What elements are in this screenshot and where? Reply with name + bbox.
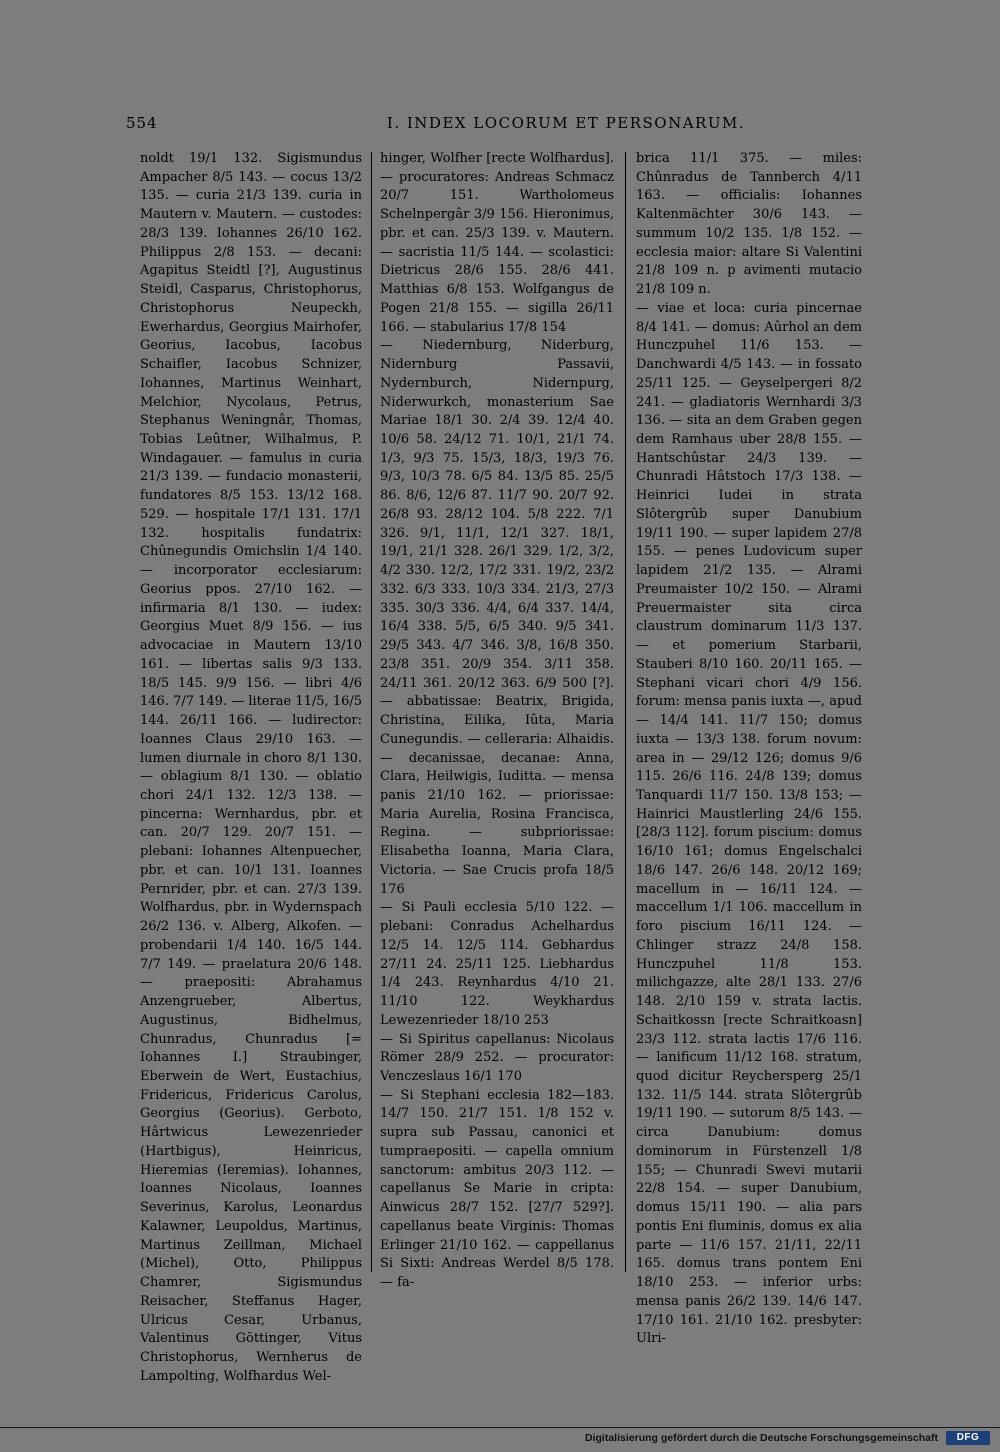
column-divider: [625, 152, 626, 1272]
index-entry: noldt 19/1 132. Sigismundus Ampacher 8/5 143. — cocus 13/2 135. — curia 21/3 139. curia in Mautern v. Mautern. — custodes: 28/3 139. Iohannes 26/10 162. Philippus 2/8 153. — decani: Agapitus Steidtl [?], Augustinus Steidl, Casparus, Christophorus, Christophorus Neupeckh, Ewerhardus, Georgius Mairhofer, Georius, Iacobus, Iacobus Schaifler, Iacobus Schnizer, Iohannes, Martinus Weinhart, Melchior, Nycolaus, Petrus, Stephanus Weningnâr, Thomas, Tobias Leûtner, Wilhalmus, P. Windagauer. — famulus in curia 21/3 139. — fundacio monasterii, fundatores 8/5 153. 13/12 168. 529. — hospitale 17/1 131. 17/1 132. hospitalis fundatrix: Chûnegundis Omichslin 1/4 140. — incorporator ecclesiarum: Georius ppos. 27/10 162. — infirmaria 8/1 130. — iudex: Georgius Muet 8/9 156. — ius advocaciae in Mautern 13/10 161. — libertas salis 9/3 133. 18/5 145. 9/9 156. — libri 4/6 146. 7/7 149. — literae 11/5, 16/5 144. 26/11 166. — ludirector: Ioannes Claus 29/10 163. — lumen diurnale in choro 8/1 130. — oblagium 8/1 130. — oblatio chori 24/1 132. 12/3 138. — pincerna: Wernhardus, pbr. et can. 20/7 129. 20/7 151. — plebani: Iohannes Altenpuecher, pbr. et can. 10/1 131. Ioannes Pernrider, pbr. et can. 27/3 139. Wolfhardus, pbr. in Wydernspach 26/2 136. v. Alberg, Alkofen. — probendarii 1/4 140. 16/5 144. 7/7 149. — praelatura 20/6 148. — praepositi: Abrahamus Anzengrueber, Albertus, Augustinus, Bidhelmus, Chunradus, Chunradus [= Iohannes I.] Straubinger, Eberwein de Wert, Eustachius, Fridericus, Fridericus Carolus, Georgius (Georius). Gerboto, Hârtwicus Lewezenrieder (Hartbigus), Heinricus, Hieremias (Ieremias). Iohannes, Ioannes Nicolaus, Ioannes Severinus, Karolus, Leonardus Kalawner, Leupoldus, Martinus, Martinus Zeillman, Michael (Michel), Otto, Philippus Chamrer, Sigismundus Reisacher, Steffanus Hager, Ulricus Cesar, Urbanus, Valentinus Göttinger, Vitus Christophorus, Wernherus de Lampolting, Wolfhardus Wel-: [140, 151, 363, 1384]
index-entry: brica 11/1 375. — miles: Chûnradus de Tannberch 4/11 163. — officialis: Iohannes Kaltenmächter 30/6 143. — summum 10/2 135. 1/8 152. — ecclesia maior: altare Si Valentini 21/8 109 n. p avimenti mutacio 21/8 109 n.: [636, 151, 862, 298]
index-entry: — Si Stephani ecclesia 182—183. 14/7 150. 21/7 151. 1/8 152 v. supra sub Passau, canonici et tumpraepositi. — capella omnium sanctorum: ambitus 20/3 112. — capellanus Se Marie in cripta: Ainwicus 28/7 152. [27/7 529?]. capellanus beate Virginis: Thomas Erlinger 21/10 162. — cappellanus Si Sixti: Andreas Werdel 8/5 178. — fa-: [380, 1087, 614, 1291]
text-column-1: [140, 150, 363, 1384]
text-column-3: [636, 150, 862, 1347]
footer-divider: [0, 1427, 1000, 1428]
column-divider: [371, 152, 372, 1272]
digitization-footer: [0, 1424, 1000, 1452]
index-entry: — Niedernburg, Niderburg, Nidernburg Passavii, Nydernburch, Nidernpurg, Niderwurkch, monasterium Sae Mariae 18/1 30. 2/4 39. 12/4 40. 10/6 58. 24/12 71. 10/1, 21/1 74. 1/3, 9/3 75. 15/3, 18/3, 19/3 76. 9/3, 10/3 78. 6/5 84. 13/5 85. 25/5 86. 8/6, 12/6 87. 11/7 90. 20/7 92. 26/8 93. 28/12 104. 5/8 222. 7/1 326. 9/1, 11/1, 12/1 327. 18/1, 19/1, 21/1 328. 26/1 329. 1/2, 3/2, 4/2 330. 12/2, 17/2 331. 19/2, 23/2 332. 6/3 333. 10/3 334. 21/3, 27/3 335. 30/3 336. 4/4, 6/4 337. 14/4, 16/4 338. 5/5, 6/5 340. 9/5 341. 29/5 343. 4/7 346. 3/8, 16/8 350. 23/8 351. 20/9 354. 3/11 358. 24/11 361. 20/12 363. 6/9 500 [?]. — abbatissae: Beatrix, Brigida, Christina, Eilika, Iûta, Maria Cunegundis. — celleraria: Alhaidis. — decanissae, decanae: Anna, Clara, Heilwigis, Iuditta. — mensa panis 21/10 162. — priorissae: Maria Aurelia, Rosina Francisca, Regina. — subpriorissae: Elisabetha Ioanna, Maria Clara, Victoria. — Sae Crucis profa 18/5 176: [380, 338, 614, 897]
index-entry: — viae et loca: curia pincernae 8/4 141. — domus: Aûrhol an dem Hunczpuhel 11/6 153. — Danchwardi 4/5 143. — in fossato 25/11 125. — Geyselpergeri 8/2 241. — gladiatoris Wernhardi 3/3 136. — sita an dem Graben gegen dem Ramhaus uber 28/8 155. — Hantschûstar 24/3 139. — Chunradi Hâtstoch 17/3 138. — Heinrici Iudei in strata Slôtergrûb super Danubium 19/11 190. — super lapidem 27/8 155. — penes Ludovicum super lapidem 21/2 135. — Alrami Preumaister 10/2 150. — Alrami Preuermaister sita circa claustrum dominarum 11/3 137. — et pomerium Starbarii, Stauberi 8/10 160. 20/11 165. — Stephani vicari chori 4/9 156. forum: mensa panis iuxta —, apud — 14/4 141. 11/7 150; domus iuxta — 13/3 138. forum novum: area in — 29/12 126; domus 9/6 115. 26/6 116. 24/8 139; domus Tanquardi 11/7 150. 13/8 153; — Hainrici Maustlerling 24/6 155. [28/3 112]. forum piscium: domus 16/10 161; domus Engelschalci 18/6 147. 26/6 148. 20/12 169; macellum in — 16/11 124. — maccellum 1/1 106. maccellum in foro piscium 16/11 124. — Chlinger strazz 24/8 158. Hunczpuhel 11/8 153. milichgazze, alte 28/1 133. 27/6 148. 2/10 159 v. strata lactis. Schaitkossn [recte Schraitkoasn] 23/3 112. strata lactis 17/6 116. — lanificum 11/12 168. stratum, quod dicitur Reychersperg 25/1 132. 11/5 144. strata Slôtergrûb 19/11 190. — sutorum 8/5 143. — circa Danubium: domus dominorum in Fürstenzell 1/8 155; — Chunradi Swevi mutarii 22/8 154. — super Danubium, domus 15/11 190. — alia pars pontis Eni fluminis, domus ex alia parte — 11/6 157. 21/11, 22/11 165. domus trans pontem Eni 18/10 253. — inferior urbs: mensa panis 26/2 139. 14/6 147. 17/10 161. 21/10 162. presbyter: Ulri-: [636, 300, 862, 1347]
funding-notice: Digitalisierung gefördert durch die Deutsche Forschungsgemeinschaft: [585, 1432, 938, 1444]
index-entry: — Si Spiritus capellanus: Nicolaus Römer 28/9 252. — procurator: Venczeslaus 16/1 170: [380, 1031, 614, 1084]
index-entry: — Si Pauli ecclesia 5/10 122. — plebani: Conradus Achelhardus 12/5 14. 12/5 114. Gebhardus 27/11 24. 25/11 125. Liebhardus 1/4 243. Reynhardus 4/10 21. 11/10 122. Weykhardus Lewezenrieder 18/10 253: [380, 900, 614, 1028]
page-header: [126, 114, 874, 138]
dfg-logo-icon: DFG: [946, 1431, 990, 1445]
running-title: I. INDEX LOCORUM ET PERSONARUM.: [386, 114, 746, 132]
text-column-2: [380, 150, 614, 1291]
page-number: 554: [126, 114, 158, 132]
index-entry: hinger, Wolfher [recte Wolfhardus]. — procuratores: Andreas Schmacz 20/7 151. Wartholomeus Schelnpergâr 3/9 156. Hieronimus, pbr. et can. 25/3 139. v. Mautern. — sacristia 11/5 144. — scolastici: Dietricus 28/6 155. 28/6 441. Matthias 6/8 153. Wolfgangus de Pogen 21/8 155. — sigilla 26/11 166. — stabularius 17/8 154: [380, 151, 614, 335]
